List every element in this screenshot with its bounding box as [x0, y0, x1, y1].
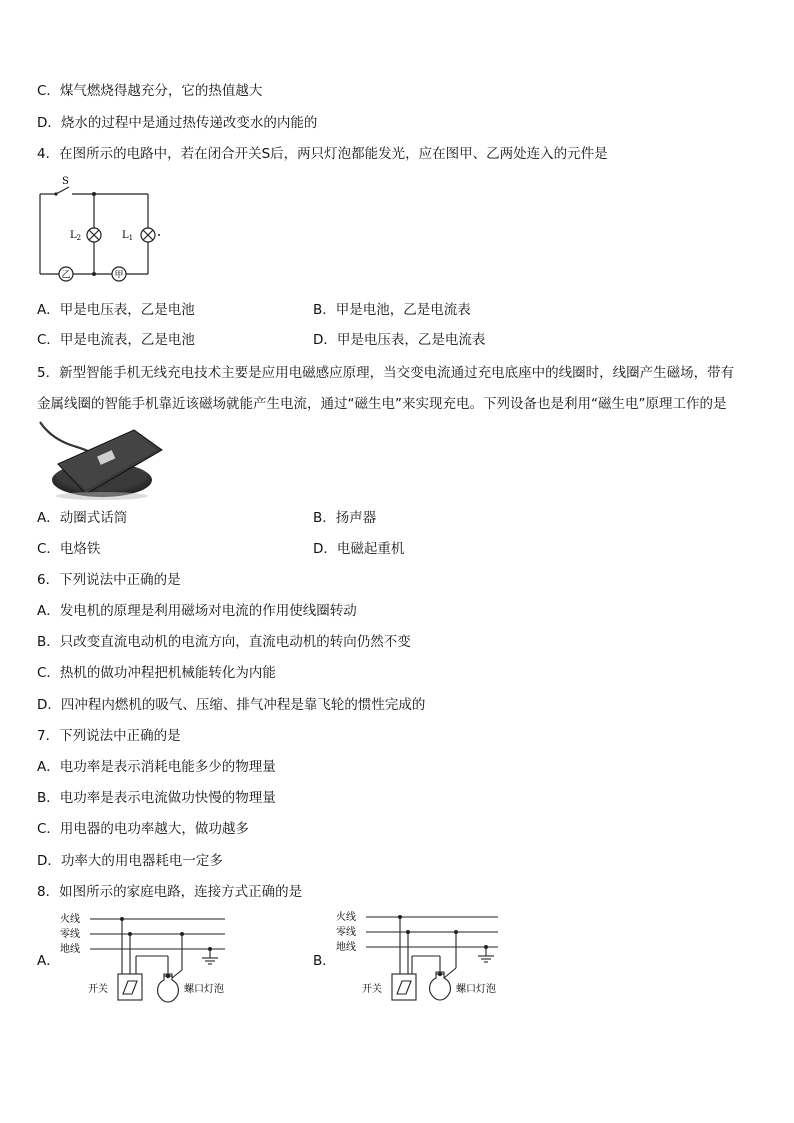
q6-option-a: A．发电机的原理是利用磁场对电流的作用使线圈转动	[37, 603, 357, 619]
junction-dot	[92, 192, 96, 196]
meter-yi-label: 乙	[61, 270, 71, 281]
q4-stem: 4．在图所示的电路中，若在闭合开关S后，两只灯泡都能发光，应在图甲、乙两处连入的元件是	[37, 146, 608, 162]
q4-option-c: C．甲是电流表，乙是电池	[37, 332, 195, 348]
q6-option-b: B．只改变直流电动机的电流方向，直流电动机的转向仍然不变	[37, 634, 411, 650]
q4-option-b: B．甲是电池，乙是电流表	[313, 302, 471, 318]
switch-label: 开关	[88, 984, 108, 995]
bulb-label: 螺口灯泡	[184, 984, 224, 995]
q7-option-c: C．用电器的电功率越大，做功越多	[37, 821, 249, 837]
lamp-l2-label: $L_2$	[70, 230, 82, 242]
bulb-label: 螺口灯泡	[456, 984, 496, 995]
lamp-l1-label: $L_1$	[122, 230, 134, 242]
q6-option-c: C．热机的做功冲程把机械能转化为内能	[37, 665, 276, 681]
q6-option-d: D．四冲程内燃机的吸气、压缩、排气冲程是靠飞轮的惯性完成的	[37, 697, 426, 713]
q5-option-c: C．电烙铁	[37, 541, 101, 557]
q8-circuit-a	[60, 910, 240, 1010]
fire-line-label: 火线	[336, 912, 356, 923]
neutral-line-label: 零线	[336, 927, 356, 938]
q8-option-a-label: A．	[37, 953, 60, 969]
q5-option-b: B．扬声器	[313, 510, 377, 526]
q7-option-a: A．电功率是表示消耗电能多少的物理量	[37, 759, 276, 775]
switch-label: 开关	[362, 984, 382, 995]
ground-line-label: 地线	[336, 942, 356, 953]
q4-circuit-diagram	[36, 172, 176, 284]
q8-option-b-label: B．	[313, 953, 336, 969]
switch-pivot	[54, 192, 57, 195]
q3-option-c: C．煤气燃烧得越充分，它的热值越大	[37, 83, 263, 99]
q4-option-a: A．甲是电压表，乙是电池	[37, 302, 195, 318]
q5-option-d: D．电磁起重机	[313, 541, 405, 557]
q4-option-d: D．甲是电压表，乙是电流表	[313, 332, 486, 348]
q8-stem: 8．如图所示的家庭电路，连接方式正确的是	[37, 884, 303, 900]
switch-label: S	[62, 176, 69, 187]
wireless-charger-photo	[38, 420, 168, 502]
q7-option-b: B．电功率是表示电流做功快慢的物理量	[37, 790, 276, 806]
switch-blade	[56, 187, 69, 194]
q7-stem: 7．下列说法中正确的是	[37, 728, 181, 744]
junction-dot	[92, 272, 96, 276]
q7-option-d: D．功率大的用电器耗电一定多	[37, 853, 223, 869]
q5-stem-line1: 5．新型智能手机无线充电技术主要是应用电磁感应原理，当交变电流通过充电底座中的线圈时，线圈产生磁场，带有	[37, 365, 735, 381]
q6-stem: 6．下列说法中正确的是	[37, 572, 181, 588]
neutral-line-label: 零线	[60, 929, 80, 940]
q8-circuit-b	[336, 908, 516, 1008]
q5-stem-line2: 金属线圈的智能手机靠近该磁场就能产生电流，通过“磁生电”来实现充电。下列设备也是利用“磁生电”原理工作的是	[37, 396, 727, 412]
q5-option-a: A．动圈式话筒	[37, 510, 128, 526]
fire-line-label: 火线	[60, 914, 80, 925]
meter-jia-label: 甲	[114, 270, 124, 281]
q3-option-d: D．烧水的过程中是通过热传递改变水的内能的	[37, 115, 318, 131]
ground-line-label: 地线	[60, 944, 80, 955]
